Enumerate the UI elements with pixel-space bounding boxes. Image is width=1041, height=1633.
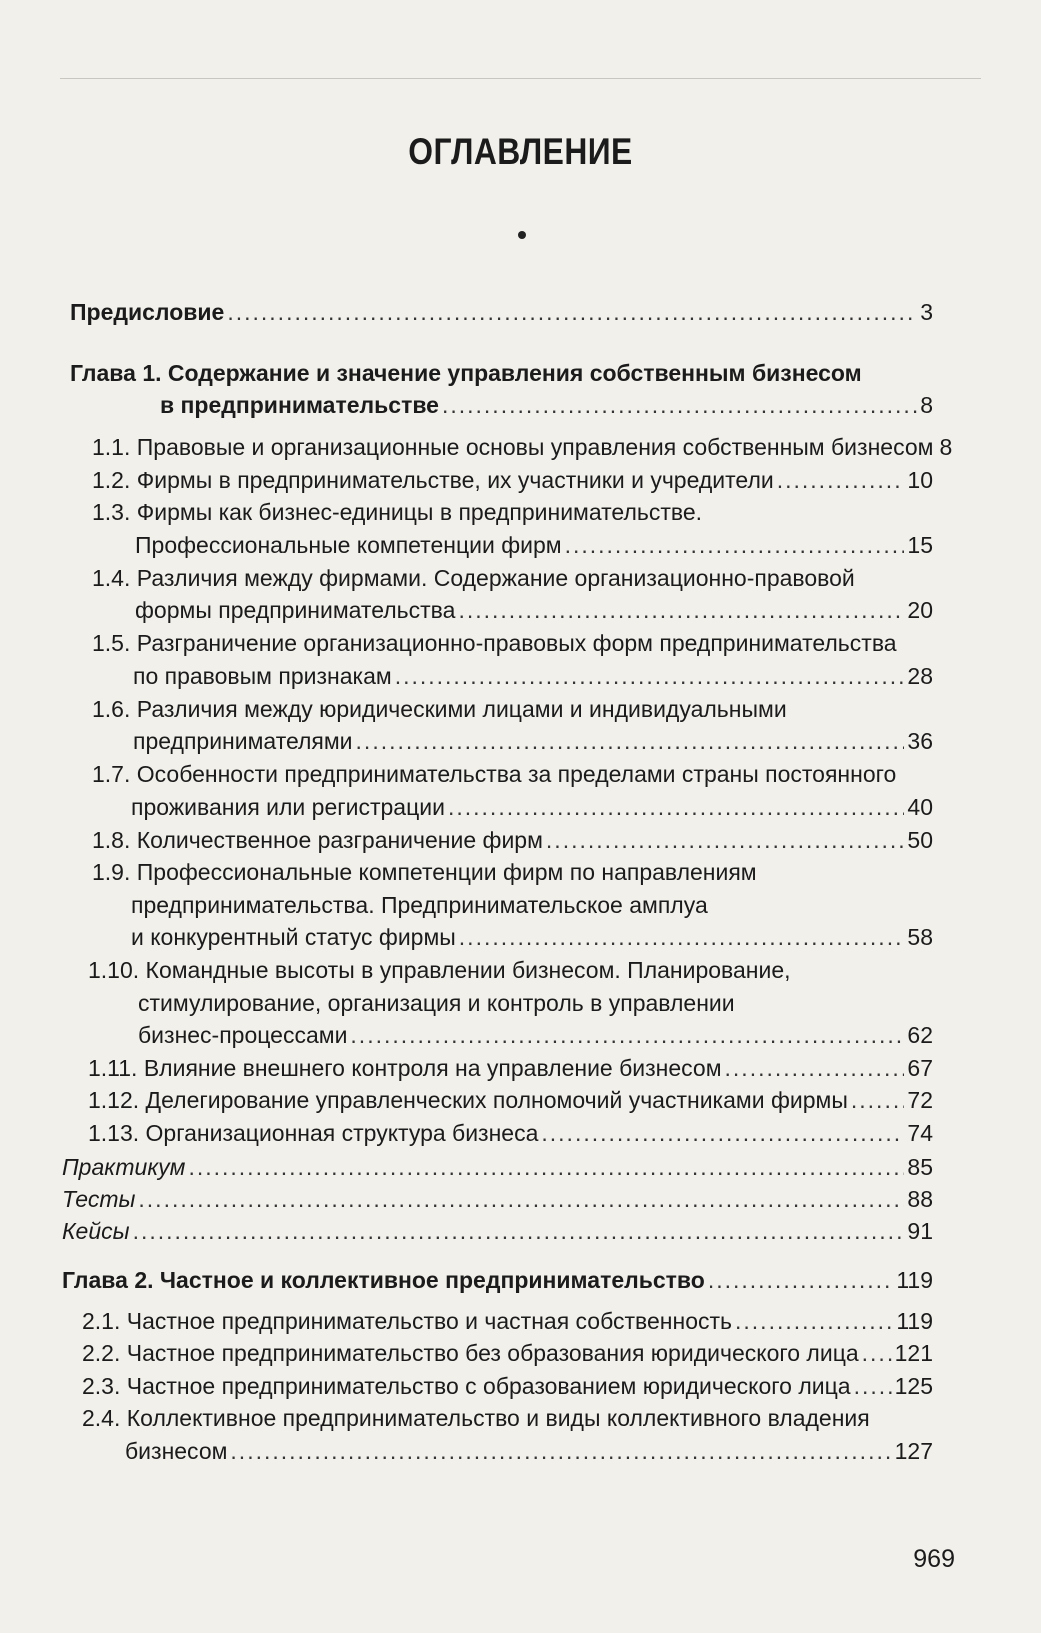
toc-page-number: 58 [907, 924, 933, 950]
toc-page-number: 8 [920, 392, 933, 418]
dot-leader [725, 1053, 905, 1083]
toc-entry-title: 2.3. Частное предпринимательство с образованием юридического лица [82, 1373, 851, 1399]
toc-page-number: 119 [896, 1267, 933, 1293]
toc-entry-title: 1.4. Различия между фирмами. Содержание организационно-правовой [92, 565, 855, 591]
toc-entry-title: 1.13. Организационная структура бизнеса [88, 1120, 539, 1146]
toc-page-number: 20 [907, 597, 933, 623]
toc-entry-title: по правовым признакам [133, 663, 392, 689]
dot-leader [442, 390, 917, 420]
toc-entry-title: Кейсы [62, 1218, 130, 1244]
dot-leader [356, 726, 905, 756]
toc-page-number: 121 [894, 1340, 933, 1366]
toc-page-number: 8 [939, 434, 953, 460]
dot-leader [565, 530, 905, 560]
toc-entry-title: Профессиональные компетенции фирм [135, 532, 562, 558]
toc-entry [88, 1085, 933, 1115]
toc-page-number: 125 [894, 1373, 933, 1399]
dot-leader [448, 792, 904, 822]
dot-leader [854, 1371, 892, 1401]
toc-entry-title: предпринимателями [133, 728, 353, 754]
toc-page-number: 74 [907, 1120, 933, 1146]
dot-leader [350, 1020, 904, 1050]
toc-page-number: 10 [907, 467, 933, 493]
toc-entry-title: предпринимательства. Предпринимательское амплуа [131, 892, 708, 918]
dot-leader [851, 1085, 905, 1115]
toc-entry [131, 792, 933, 822]
dot-leader [541, 1118, 904, 1148]
toc-page-number: 62 [907, 1022, 933, 1048]
toc-entry-title: 1.5. Разграничение организационно-правовых форм предпринимательства [92, 630, 897, 656]
toc-entry-title: 1.6. Различия между юридическими лицами и индивидуальными [92, 696, 787, 722]
dot-leader [227, 297, 917, 327]
toc-page-number: 40 [907, 794, 933, 820]
toc-entry-title: 1.3. Фирмы как бизнес-единицы в предпринимательстве. [92, 499, 703, 525]
toc-page-number: 28 [907, 663, 933, 689]
toc-entry-title: бизнес-процессами [138, 1022, 348, 1048]
toc-entry [133, 661, 933, 691]
toc-entry-title: Практикум [62, 1154, 186, 1180]
page-number: 969 [913, 1545, 955, 1573]
toc-entry-title: в предпринимательстве [160, 392, 439, 418]
toc-page-number: 50 [907, 827, 933, 853]
toc-page-number: 127 [894, 1438, 933, 1464]
toc-entry [92, 465, 933, 495]
dot-leader [459, 922, 905, 952]
toc-page-number: 85 [907, 1154, 933, 1180]
dot-leader [395, 661, 905, 691]
page-title: ОГЛАВЛЕНИЕ [408, 131, 633, 172]
toc-entry-title: и конкурентный статус фирмы [131, 924, 456, 950]
toc-entry [131, 922, 933, 952]
dot-leader [735, 1306, 893, 1336]
toc-entry-title: 2.4. Коллективное предпринимательство и виды коллективного владения [82, 1405, 870, 1431]
toc-page-number: 88 [907, 1186, 933, 1212]
toc-entry-title: 1.9. Профессиональные компетенции фирм по направлениям [92, 859, 757, 885]
toc-entry [62, 1152, 933, 1182]
toc-page-number: 36 [907, 728, 933, 754]
dot-leader [458, 595, 904, 625]
dot-leader [777, 465, 905, 495]
toc-entry-title: Предисловие [70, 299, 225, 325]
toc-page-number: 67 [907, 1055, 933, 1081]
toc-page-number: 119 [896, 1308, 933, 1334]
toc-entry [160, 390, 933, 420]
toc-entry [82, 1338, 933, 1368]
toc-entry-title: 2.1. Частное предпринимательство и частная собственность [82, 1308, 733, 1334]
toc-entry-title: формы предпринимательства [135, 597, 456, 623]
toc-entry-title: 1.2. Фирмы в предпринимательстве, их участники и учредители [92, 467, 774, 493]
toc-entry [62, 1184, 933, 1214]
toc-entry [125, 1436, 933, 1466]
dot-leader [708, 1265, 894, 1295]
toc-entry [62, 1216, 933, 1246]
toc-entry-title: 1.8. Количественное разграничение фирм [92, 827, 543, 853]
toc-entry-title: бизнесом [125, 1438, 228, 1464]
dot-leader [188, 1152, 904, 1182]
dot-leader [138, 1184, 904, 1214]
toc-entry-title: Тесты [62, 1186, 136, 1212]
toc-entry-title: 1.11. Влияние внешнего контроля на управление бизнесом [88, 1055, 722, 1081]
toc-page-number: 91 [907, 1218, 933, 1244]
toc-entry-title: 2.2. Частное предпринимательство без образования юридического лица [82, 1340, 859, 1366]
toc-entry [88, 1053, 933, 1083]
dot-leader [133, 1216, 905, 1246]
toc-entry [62, 1265, 933, 1295]
toc-entry-title: 1.12. Делегирование управленческих полномочий участниками фирмы [88, 1087, 848, 1113]
toc-page-number: 15 [907, 532, 933, 558]
toc-entry-title: проживания или регистрации [131, 794, 445, 820]
toc-entry [82, 1371, 933, 1401]
toc-entry [138, 1020, 933, 1050]
toc-entry-title: 1.7. Особенности предпринимательства за пределами страны постоянного [92, 761, 897, 787]
toc-page-number: 72 [907, 1087, 933, 1113]
toc-entry [92, 825, 933, 855]
dot-leader [862, 1338, 892, 1368]
dot-leader [546, 825, 904, 855]
toc-page-number: 3 [920, 299, 933, 325]
toc-entry [135, 595, 933, 625]
toc-entry [133, 726, 933, 756]
toc-entry-title: Глава 1. Содержание и значение управления собственным бизнесом [70, 360, 862, 386]
toc-entry [70, 297, 933, 327]
toc-entry-title: 1.10. Командные высоты в управлении бизнесом. Планирование, [88, 957, 791, 983]
toc-entry-title: стимулирование, организация и контроль в управлении [138, 990, 735, 1016]
toc-entry [88, 1118, 933, 1148]
toc-entry [92, 432, 953, 462]
toc-entry-title: Глава 2. Частное и коллективное предпринимательство [62, 1267, 705, 1293]
toc-entry-title: 1.1. Правовые и организационные основы управления собственным бизнесом [92, 434, 934, 460]
toc-entry [82, 1306, 933, 1336]
toc-entry [135, 530, 933, 560]
dot-leader [230, 1436, 891, 1466]
